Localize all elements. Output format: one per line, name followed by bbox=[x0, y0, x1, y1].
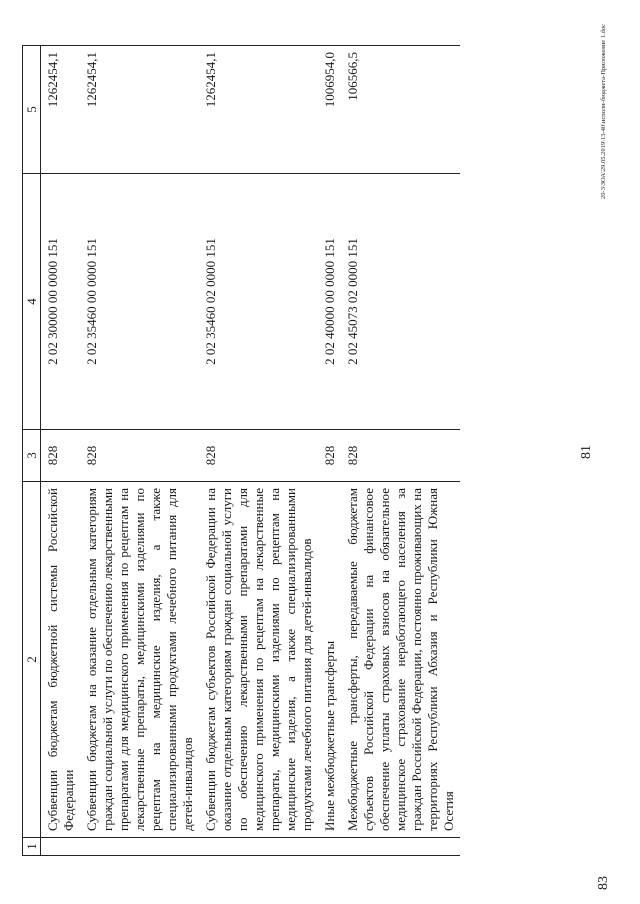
budget-classification-code: 2 02 30000 00 0000 151 bbox=[41, 174, 81, 430]
admin-code: 828 bbox=[318, 430, 341, 482]
column-number: 3 bbox=[23, 430, 41, 482]
column-number-row bbox=[23, 46, 41, 856]
row-name: Субвенции бюджетам субъектов Российской Федерации на оказание отдельным категориям граждан социальной услуги по обеспечению лекарственными препаратами для медицинского применения по рецептам на лекарственные препараты, медицинскими изделиями по рецептам на медицинские изделия, а также специализированными продуктами лечебного питания для детей-инвалидов bbox=[199, 482, 318, 838]
amount: 1262454,1 bbox=[199, 46, 318, 174]
empty-cell bbox=[318, 838, 341, 856]
table-row bbox=[41, 46, 81, 856]
budget-classification-code: 2 02 45073 02 0000 151 bbox=[341, 174, 460, 430]
column-number: 4 bbox=[23, 174, 41, 430]
file-path-footer: 20-3\ЗОА\29.05.2019\13-40\исполн-бюджета-Приложение 1.doc bbox=[600, 24, 607, 199]
column-number: 2 bbox=[23, 482, 41, 838]
admin-code: 828 bbox=[80, 430, 199, 482]
budget-classification-code: 2 02 35460 00 0000 151 bbox=[80, 174, 199, 430]
amount: 1006954,0 bbox=[318, 46, 341, 174]
table-row bbox=[341, 46, 460, 856]
amount: 1262454,1 bbox=[80, 46, 199, 174]
admin-code: 828 bbox=[199, 430, 318, 482]
admin-code: 828 bbox=[41, 430, 81, 482]
budget-classification-code: 2 02 35460 02 0000 151 bbox=[199, 174, 318, 430]
page-number: 81 bbox=[579, 445, 594, 459]
empty-cell bbox=[80, 838, 199, 856]
column-number: 5 bbox=[23, 46, 41, 174]
table-row bbox=[318, 46, 341, 856]
budget-classification-code: 2 02 40000 00 0000 151 bbox=[318, 174, 341, 430]
row-name: Субвенции бюджетам на оказание отдельным категориям граждан социальной услуги по обеспечению лекарственными препаратами для медицинского применения по рецептам на лекарственные препараты, медицинскими изделиями по рецептам на медицинские изделия, а также специализированными продуктами лечебного питания для детей-инвалидов bbox=[80, 482, 199, 838]
table-row bbox=[80, 46, 199, 856]
row-name: Межбюджетные трансферты, передаваемые бюджетам субъектов Российской Федерации на финансовое обеспечение уплаты страховых взносов на обязательное медицинское страхование неработающего населения за граждан Российской Федерации, постоянно проживающих на территориях Республики Абхазия и Республики Южная Осетия bbox=[341, 482, 460, 838]
corner-page-mark: 83 bbox=[596, 876, 611, 890]
budget-revenue-table bbox=[22, 45, 460, 856]
column-number: 1 bbox=[23, 838, 41, 856]
table-row bbox=[199, 46, 318, 856]
empty-cell bbox=[41, 838, 81, 856]
empty-cell bbox=[199, 838, 318, 856]
row-name: Субвенции бюджетам бюджетной системы Российской Федерации bbox=[41, 482, 81, 838]
row-name: Иные межбюджетные трансферты bbox=[318, 482, 341, 838]
empty-cell bbox=[341, 838, 460, 856]
amount: 106566,5 bbox=[341, 46, 460, 174]
admin-code: 828 bbox=[341, 430, 460, 482]
amount: 1262454,1 bbox=[41, 46, 81, 174]
